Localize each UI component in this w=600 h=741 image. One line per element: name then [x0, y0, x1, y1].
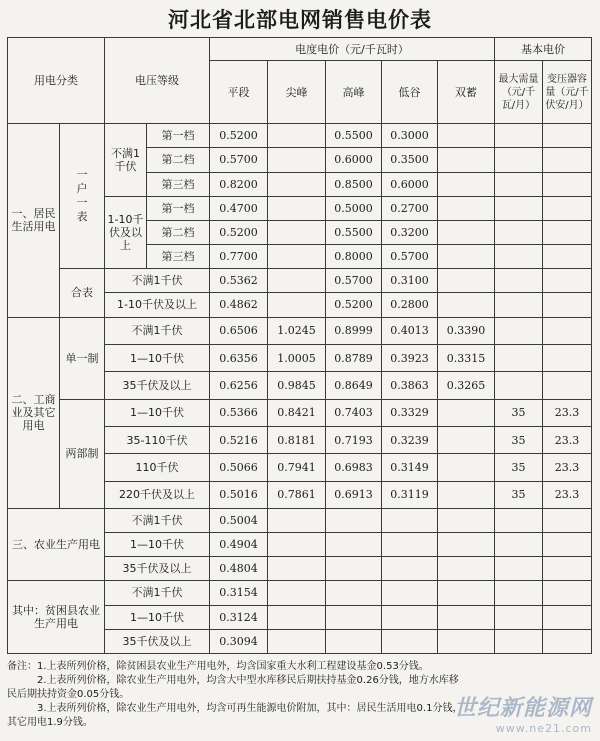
- peak-price: 0.5000: [326, 196, 382, 220]
- tier-label: 第三档: [147, 172, 210, 196]
- header-category: 用电分类: [8, 38, 105, 124]
- storage-price: 0.3265: [438, 372, 495, 399]
- voltage-label: 35千伏及以上: [105, 372, 210, 399]
- watermark-name: 世纪新能源网: [453, 696, 592, 721]
- flat-price: 0.5700: [210, 148, 268, 172]
- header-voltage: 电压等级: [105, 38, 210, 124]
- flat-price: 0.6356: [210, 344, 268, 371]
- valley-price: 0.3329: [382, 399, 438, 426]
- max-demand-price: 35: [495, 399, 543, 426]
- peak-price: 0.7403: [326, 399, 382, 426]
- valley-price: 0.3863: [382, 372, 438, 399]
- flat-price: 0.5066: [210, 454, 268, 481]
- header-double-storage: 双蓄: [438, 61, 495, 124]
- sharp-peak-price: 1.0245: [268, 317, 326, 344]
- note-line: 备注：1.上表所列价格，除贫困县农业生产用电外，均含国家重大水利工程建设基金0.53分钱。: [7, 661, 429, 672]
- capacity-price: 23.3: [543, 481, 592, 508]
- voltage-label: 不满1千伏: [105, 269, 210, 293]
- flat-price: 0.8200: [210, 172, 268, 196]
- tier-label: 第一档: [147, 196, 210, 220]
- valley-price: 0.4013: [382, 317, 438, 344]
- valley-price: 0.2800: [382, 293, 438, 317]
- valley-price: 0.5700: [382, 245, 438, 269]
- header-valley: 低谷: [382, 61, 438, 124]
- sharp-peak-price: 1.0005: [268, 344, 326, 371]
- header-basic-price: 基本电价: [495, 38, 592, 61]
- header-sharp-peak: 尖峰: [268, 61, 326, 124]
- flat-price: 0.5216: [210, 426, 268, 453]
- flat-price: 0.5366: [210, 399, 268, 426]
- subcategory-per-household: 一户一表: [60, 124, 105, 269]
- flat-price: 0.6256: [210, 372, 268, 399]
- header-max-demand: 最大需量（元/千瓦/月）: [495, 61, 543, 124]
- max-demand-price: 35: [495, 426, 543, 453]
- valley-price: 0.3100: [382, 269, 438, 293]
- peak-price: 0.6913: [326, 481, 382, 508]
- sharp-peak-price: 0.7861: [268, 481, 326, 508]
- voltage-label: 不满1千伏: [105, 317, 210, 344]
- flat-price: 0.5004: [210, 508, 268, 532]
- peak-price: 0.6000: [326, 148, 382, 172]
- peak-price: 0.8500: [326, 172, 382, 196]
- header-flat: 平段: [210, 61, 268, 124]
- valley-price: 0.3149: [382, 454, 438, 481]
- peak-price: 0.8789: [326, 344, 382, 371]
- peak-price: 0.8649: [326, 372, 382, 399]
- tier-label: 第一档: [147, 124, 210, 148]
- page-title: 河北省北部电网销售电价表: [168, 8, 432, 32]
- voltage-label: 1—10千伏: [105, 533, 210, 557]
- voltage-label: 1—10千伏: [105, 399, 210, 426]
- capacity-price: 23.3: [543, 399, 592, 426]
- peak-price: 0.5500: [326, 124, 382, 148]
- voltage-label: 1-10千伏及以上: [105, 293, 210, 317]
- voltage-label: 35千伏及以上: [105, 557, 210, 581]
- peak-price: 0.5500: [326, 220, 382, 244]
- watermark: [454, 691, 592, 735]
- flat-price: 0.3154: [210, 581, 268, 605]
- voltage-1-10kv: 1-10千伏及以上: [105, 196, 147, 269]
- capacity-price: 23.3: [543, 454, 592, 481]
- subcategory-single: 单一制: [60, 317, 105, 399]
- max-demand-price: 35: [495, 481, 543, 508]
- flat-price: 0.5016: [210, 481, 268, 508]
- valley-price: 0.3000: [382, 124, 438, 148]
- category-agriculture: 三、农业生产用电: [8, 508, 105, 581]
- flat-price: 0.3124: [210, 605, 268, 629]
- flat-price: 0.5200: [210, 124, 268, 148]
- voltage-label: 110千伏: [105, 454, 210, 481]
- valley-price: 0.3239: [382, 426, 438, 453]
- valley-price: 0.2700: [382, 196, 438, 220]
- header-peak: 高峰: [326, 61, 382, 124]
- storage-price: 0.3315: [438, 344, 495, 371]
- voltage-label: 35-110千伏: [105, 426, 210, 453]
- valley-price: 0.3200: [382, 220, 438, 244]
- peak-price: 0.5200: [326, 293, 382, 317]
- subcategory-shared-meter: 合表: [60, 269, 105, 317]
- flat-price: 0.4862: [210, 293, 268, 317]
- valley-price: 0.3923: [382, 344, 438, 371]
- voltage-label: 不满1千伏: [105, 581, 210, 605]
- note-line: 2.上表所列价格，除农业生产用电外，均含大中型水库移民后期扶持基金0.26分钱，地方水库移: [37, 675, 459, 686]
- capacity-price: 23.3: [543, 426, 592, 453]
- voltage-label: 35千伏及以上: [105, 629, 210, 653]
- valley-price: 0.3119: [382, 481, 438, 508]
- peak-price: 0.7193: [326, 426, 382, 453]
- valley-price: 0.6000: [382, 172, 438, 196]
- tier-label: 第二档: [147, 220, 210, 244]
- category-commercial: 二、工商业及其它用电: [8, 317, 60, 508]
- category-residential: 一、居民生活用电: [8, 124, 60, 317]
- flat-price: 0.3094: [210, 629, 268, 653]
- sharp-peak-price: 0.9845: [268, 372, 326, 399]
- voltage-label: 220千伏及以上: [105, 481, 210, 508]
- peak-price: 0.8000: [326, 245, 382, 269]
- voltage-under-1kv: 不满1千伏: [105, 124, 147, 197]
- subcategory-two-part: 两部制: [60, 399, 105, 508]
- sharp-peak-price: 0.8421: [268, 399, 326, 426]
- peak-price: 0.5700: [326, 269, 382, 293]
- flat-price: 0.4700: [210, 196, 268, 220]
- voltage-label: 1—10千伏: [105, 344, 210, 371]
- sharp-peak-price: 0.8181: [268, 426, 326, 453]
- note-line: 其它用电1.9分钱。: [7, 717, 93, 728]
- price-table: [7, 37, 592, 654]
- note-line: 民后期扶持资金0.05分钱。: [7, 689, 130, 700]
- tier-label: 第三档: [147, 245, 210, 269]
- voltage-label: 1—10千伏: [105, 605, 210, 629]
- max-demand-price: 35: [495, 454, 543, 481]
- tier-label: 第二档: [147, 148, 210, 172]
- category-poor-county: 其中：贫困县农业生产用电: [8, 581, 105, 654]
- storage-price: 0.3390: [438, 317, 495, 344]
- watermark-url: www.ne21.com: [495, 722, 592, 735]
- header-kwh-price: 电度电价（元/千瓦时）: [210, 38, 495, 61]
- flat-price: 0.4804: [210, 557, 268, 581]
- voltage-label: 不满1千伏: [105, 508, 210, 532]
- peak-price: 0.6983: [326, 454, 382, 481]
- flat-price: 0.7700: [210, 245, 268, 269]
- flat-price: 0.5200: [210, 220, 268, 244]
- flat-price: 0.5362: [210, 269, 268, 293]
- valley-price: 0.3500: [382, 148, 438, 172]
- note-line: 3.上表所列价格，除农业生产用电外，均含可再生能源电价附加，其中：居民生活用电0.1分钱，: [37, 703, 463, 714]
- sharp-peak-price: 0.7941: [268, 454, 326, 481]
- header-transformer-capacity: 变压器容量（元/千伏安/月）: [543, 61, 592, 124]
- flat-price: 0.4904: [210, 533, 268, 557]
- flat-price: 0.6506: [210, 317, 268, 344]
- peak-price: 0.8999: [326, 317, 382, 344]
